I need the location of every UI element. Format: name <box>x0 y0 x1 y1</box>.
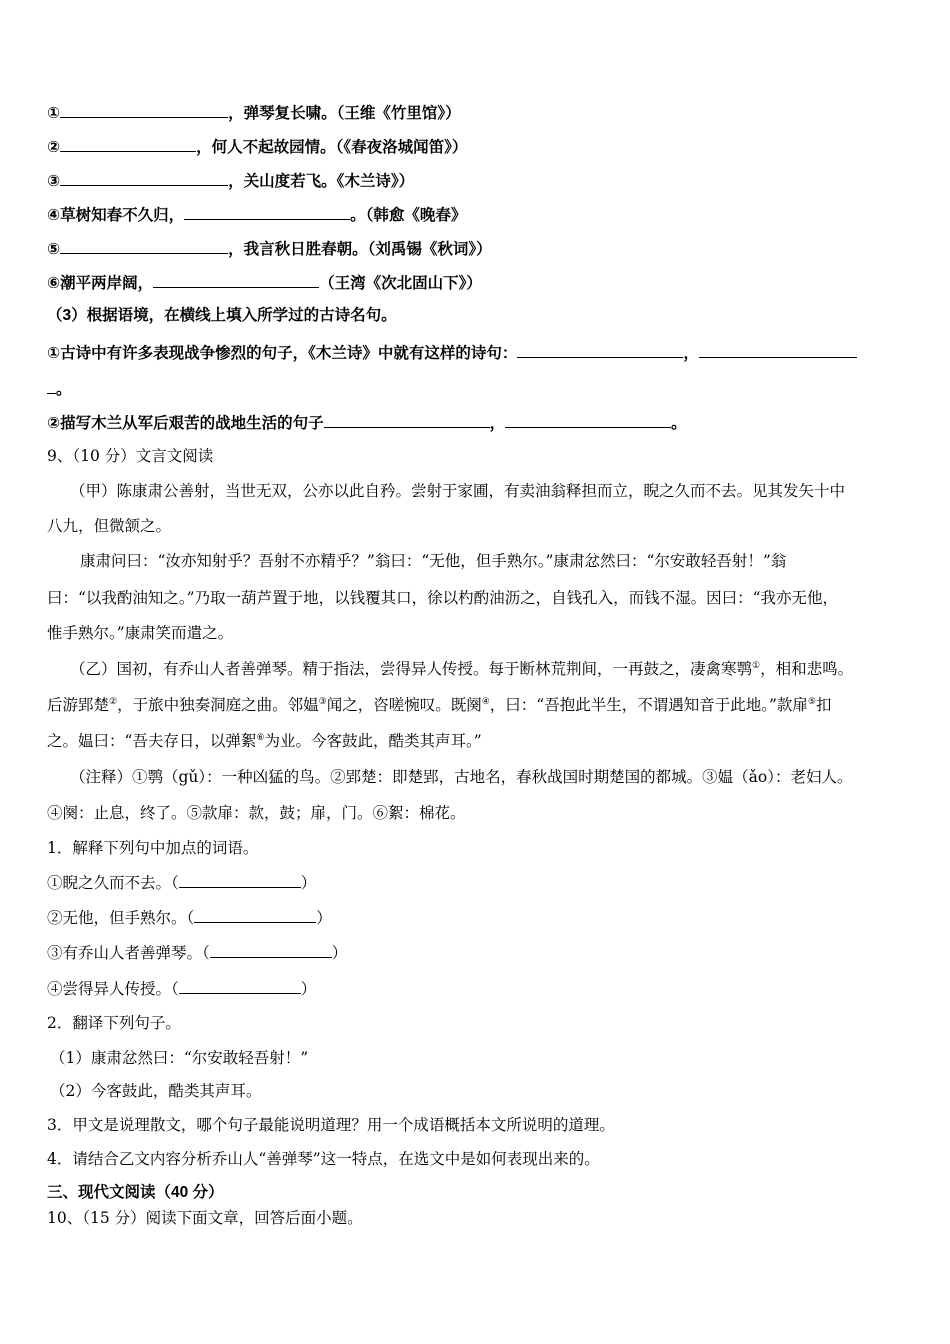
item-text: ④尝得异人传授。（ <box>47 980 179 998</box>
question-9-title: 9、（10 分）文言文阅读 <box>47 447 214 465</box>
fill-item-6 <box>47 272 482 294</box>
passage-text: （乙）国初，有乔山人者善弹琴。精于指法，尝得异人传授。每于断林荒荆间，一再鼓之，凄禽寒鹗 <box>70 660 753 678</box>
answer-blank[interactable] <box>60 238 228 254</box>
section-3-title: 三、现代文阅读（40 分） <box>47 1184 224 1201</box>
item-number: ⑥ <box>47 275 61 292</box>
passage-jia-line: （甲）陈康肃公善射，当世无双，公亦以此自矜。尝射于家圃，有卖油翁释担而立，睨之久而不去。见其发矢十中 <box>70 482 846 500</box>
item-text: ③有乔山人者善弹琴。（ <box>47 944 210 962</box>
passage-jia-line: 八九，但微颔之。 <box>47 517 172 535</box>
answer-blank[interactable] <box>194 907 316 923</box>
fill-item-3 <box>47 170 414 192</box>
passage-text: ，于旅中独奏洞庭之曲。邻媪 <box>117 696 319 714</box>
answer-blank[interactable] <box>47 378 56 394</box>
answer-blank[interactable] <box>179 978 301 994</box>
item-text: ） <box>331 944 348 962</box>
item-text: ①古诗中有许多表现战争惨烈的句子，《木兰诗》中就有这样的诗句： <box>47 345 518 362</box>
answer-blank[interactable] <box>153 272 319 288</box>
answer-blank[interactable] <box>60 102 228 118</box>
footnote-marker: ③ <box>318 696 327 707</box>
item-text: 。 <box>56 381 72 398</box>
item-text: 潮平两岸阔， <box>60 275 154 292</box>
item-text: ，我言秋日胜春朝。（刘禹锡《秋词》） <box>228 241 492 258</box>
answer-blank[interactable] <box>184 204 350 220</box>
passage-text: 为业。今客鼓此，酷类其声耳。” <box>264 732 482 750</box>
passage-yi-line <box>70 659 853 679</box>
item-text: 。（韩愈《晚春》 <box>350 207 467 224</box>
fill-item-5 <box>47 238 492 260</box>
footnote-marker: ④ <box>481 696 490 707</box>
fill-item-4 <box>47 204 466 226</box>
item-text: ， <box>683 345 699 362</box>
item-number: ⑤ <box>47 241 61 258</box>
notes-line: （注释）①鹗（gǔ）：一种凶猛的鸟。②郢楚：即楚郢，古地名，春秋战国时期楚国的都城。③媪（ǎo）：老妇人。 <box>70 768 853 786</box>
sub-question-1-item <box>47 942 347 963</box>
answer-blank[interactable] <box>210 942 332 958</box>
fill-item-2 <box>47 136 467 158</box>
fill-item-1 <box>47 102 461 124</box>
part3-item-2 <box>47 412 687 434</box>
part3-item-1-end <box>47 378 72 400</box>
item-text: ②描写木兰从军后艰苦的战地生活的句子 <box>47 415 324 432</box>
item-text: ） <box>316 909 332 927</box>
sub-question-1: 1．解释下列句中加点的词语。 <box>47 839 259 857</box>
item-text: ①睨之久而不去。（ <box>47 874 179 892</box>
passage-text: ，曰：“吾抱此半生，不谓遇知音于此地。”款扉 <box>489 696 808 714</box>
item-text: 草树知春不久归， <box>60 207 185 224</box>
item-number: ③ <box>47 173 61 190</box>
passage-yi-line <box>47 731 482 751</box>
answer-blank[interactable] <box>60 170 228 186</box>
question-10-title: 10、（15 分）阅读下面文章，回答后面小题。 <box>47 1209 363 1227</box>
footnote-marker: ② <box>109 696 118 707</box>
item-number: ④ <box>47 207 61 224</box>
footnote-marker: ⑥ <box>256 732 265 743</box>
passage-yi-line <box>47 695 831 715</box>
sub-question-3: 3．甲文是说理散文，哪个句子最能说明道理？用一个成语概括本文所说明的道理。 <box>47 1116 615 1134</box>
item-text: ， <box>489 415 506 432</box>
passage-text: 闻之，咨嗟惋叹。既阕 <box>326 696 482 714</box>
sub-question-2: 2．翻译下列句子。 <box>47 1014 181 1032</box>
sub-question-4: 4．请结合乙文内容分析乔山人“善弹琴”这一特点，在选文中是如何表现出来的。 <box>47 1150 600 1168</box>
item-text: 。 <box>671 415 687 432</box>
passage-text: 扣 <box>815 696 832 714</box>
passage-text: 后游郢楚 <box>47 696 110 714</box>
item-number: ① <box>47 105 61 122</box>
item-text: ） <box>300 874 317 892</box>
answer-blank[interactable] <box>517 342 683 358</box>
footnote-marker: ⑤ <box>807 696 816 707</box>
sub-question-2-item: （1）康肃忿然曰：“尔安敢轻吾射！” <box>50 1049 309 1067</box>
item-number: ② <box>47 139 61 156</box>
footnote-marker: ① <box>752 660 761 671</box>
item-text: ，弹琴复长啸。（王维《竹里馆》） <box>228 105 461 122</box>
item-text: ，何人不起故园情。（《春夜洛城闻笛》） <box>196 139 468 156</box>
item-text: ②无他，但手熟尔。（ <box>47 909 195 927</box>
answer-blank[interactable] <box>324 412 490 428</box>
notes-line: ④阕：止息，终了。⑤款扉：款，鼓；扉，门。⑥絮：棉花。 <box>47 804 466 822</box>
passage-jia-line: 惟手熟尔。”康肃笑而遣之。 <box>47 624 234 642</box>
part3-title: （3）根据语境，在横线上填入所学过的古诗名句。 <box>47 307 397 324</box>
answer-blank[interactable] <box>179 872 301 888</box>
item-text: （王湾《次北固山下》） <box>319 275 482 292</box>
sub-question-1-item <box>47 907 332 928</box>
passage-jia-line: 曰：“以我酌油知之。”乃取一葫芦置于地，以钱覆其口，徐以杓酌油沥之，自钱孔入，而钱不湿。因曰：“我亦无他， <box>47 589 839 607</box>
item-text: ，关山度若飞。《木兰诗》） <box>228 173 415 190</box>
part3-item-1 <box>47 342 857 364</box>
sub-question-1-item <box>47 872 316 893</box>
answer-blank[interactable] <box>505 412 671 428</box>
sub-question-1-item <box>47 978 316 999</box>
passage-jia-line: 康肃问曰：“汝亦知射乎？吾射不亦精乎？”翁曰：“无他，但手熟尔。”康肃忿然曰：“尔安敢轻吾射！”翁 <box>80 552 787 570</box>
sub-question-2-item: （2）今客鼓此，酷类其声耳。 <box>50 1082 262 1100</box>
passage-text: 之。媪曰：“吾夫存日，以弹絮 <box>47 732 257 750</box>
item-text: ） <box>300 980 317 998</box>
answer-blank[interactable] <box>60 136 196 152</box>
answer-blank[interactable] <box>699 342 857 358</box>
passage-text: ，相和悲鸣。 <box>760 660 854 678</box>
